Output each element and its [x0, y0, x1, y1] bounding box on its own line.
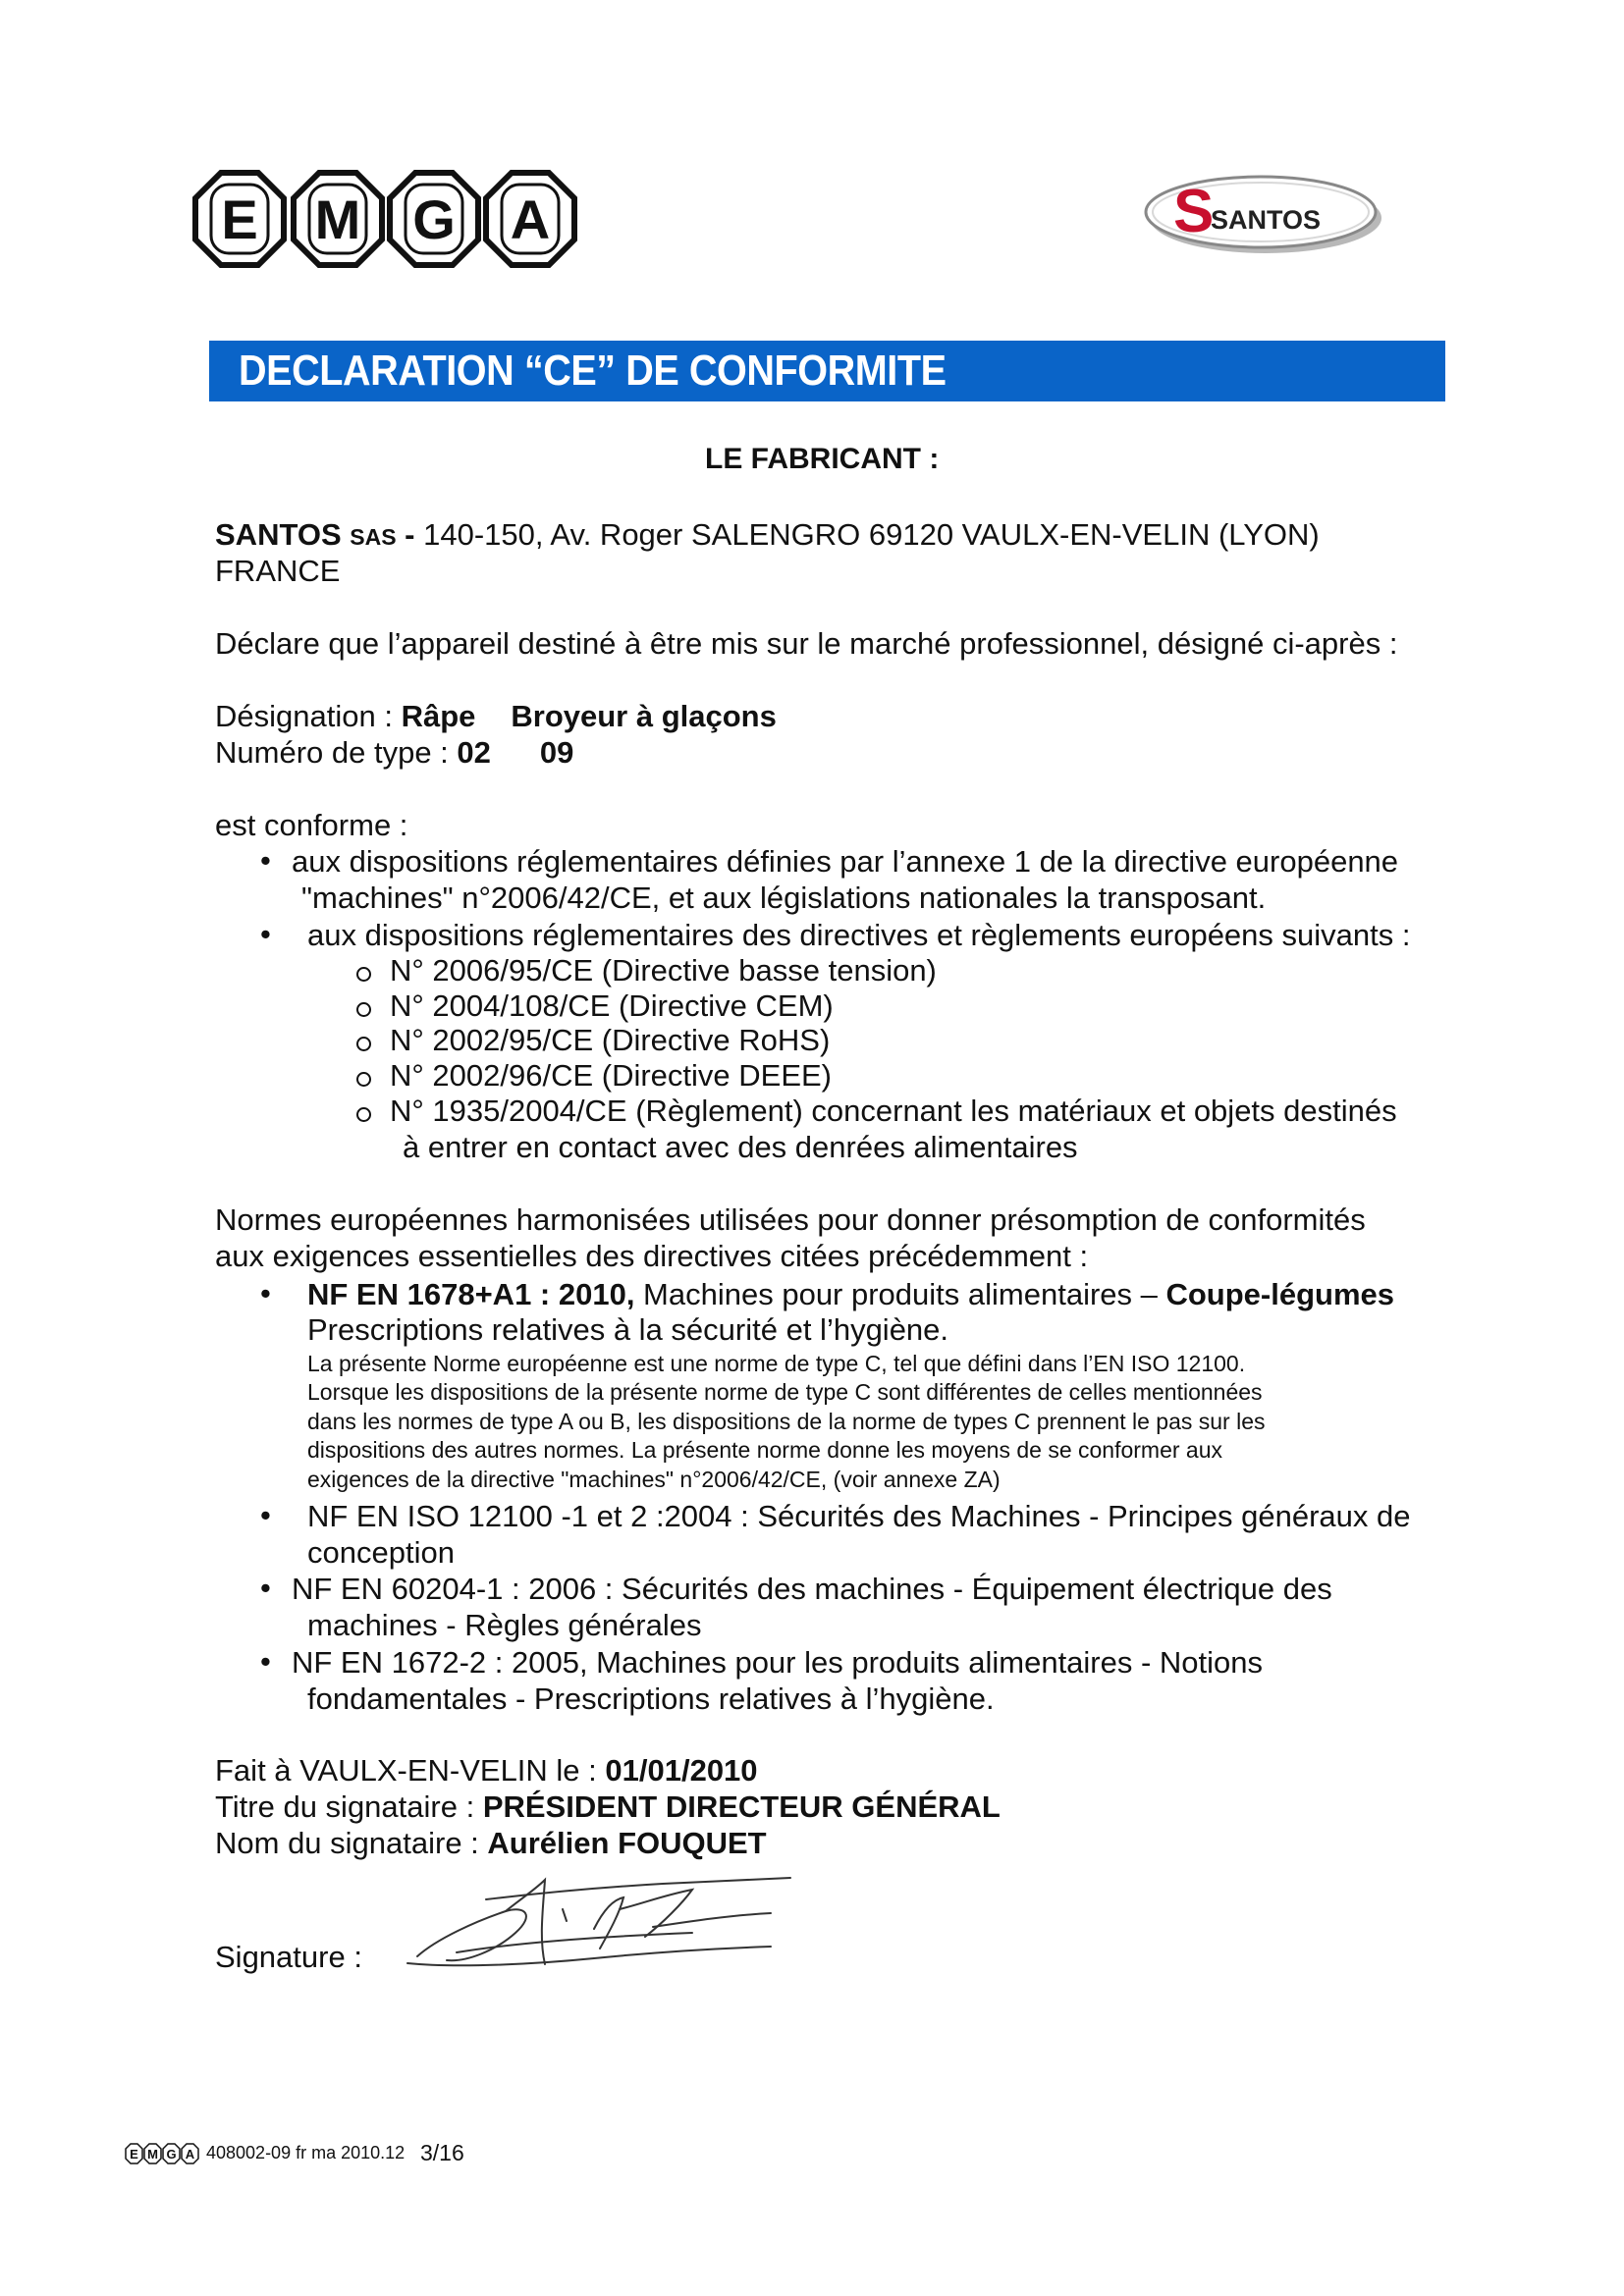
norm-1-code: NF EN 1678+A1 : 2010, — [307, 1277, 635, 1311]
santos-logo-text: SANTOS — [1211, 205, 1322, 235]
bullet-dot: • — [260, 917, 271, 951]
directive-item: N° 2002/95/CE (Directive RoHS) — [390, 1023, 831, 1057]
signatory-title-line — [215, 1789, 1001, 1825]
footer-emga-letter-m: M — [147, 2147, 158, 2162]
emga-letter-a: A — [510, 188, 551, 250]
santos-logo-initial: S — [1173, 178, 1215, 245]
directive-item-5-line-2: à entrer en contact avec des denrées alimentaires — [403, 1130, 1078, 1164]
signing-place-line — [215, 1752, 758, 1789]
circle-bullet — [356, 1037, 371, 1051]
signatory-name-line — [215, 1825, 767, 1861]
designation-value-2: Broyeur à glaçons — [511, 699, 777, 733]
norm-3-line-1: NF EN 60204-1 : 2006 : Sécurités des machines - Équipement électrique des — [292, 1572, 1332, 1606]
signatory-title-value: PRÉSIDENT DIRECTEUR GÉNÉRAL — [482, 1789, 1001, 1824]
circle-bullet — [356, 1002, 371, 1017]
type-number-value-1: 02 — [457, 735, 491, 770]
designation-line — [215, 698, 777, 734]
manufacturer-heading: LE FABRICANT : — [705, 443, 940, 475]
signatory-title-label: Titre du signataire : — [215, 1789, 483, 1824]
circle-bullet — [356, 1072, 371, 1087]
norm-1-detail: dispositions des autres normes. La présente norme donne les moyens de se conformer aux — [307, 1437, 1223, 1463]
emga-letter-e: E — [221, 188, 258, 250]
conforme-intro: est conforme : — [215, 808, 408, 842]
type-number-value-2: 09 — [539, 735, 574, 770]
emga-letter-g: G — [412, 188, 456, 250]
page-title: DECLARATION “CE” DE CONFORMITE — [239, 347, 947, 395]
conformity-item-1-line-1: aux dispositions réglementaires définies par l’annexe 1 de la directive européenne — [292, 844, 1399, 879]
designation-label: Désignation : — [215, 699, 402, 733]
norm-1-detail: La présente Norme européenne est une norme de type C, tel que défini dans l’EN ISO 12100. — [307, 1351, 1246, 1376]
type-number-line — [215, 734, 573, 771]
norm-3-line-2: machines - Règles générales — [307, 1608, 702, 1642]
bullet-dot: • — [260, 1276, 271, 1310]
title-bar — [209, 341, 1445, 401]
signing-place-label: Fait à VAULX-EN-VELIN le : — [215, 1753, 606, 1788]
norm-4-line-2: fondamentales - Prescriptions relatives à l’hygiène. — [307, 1682, 995, 1716]
footer-emga-logo — [125, 2143, 199, 2164]
circle-bullet — [356, 1107, 371, 1122]
norm-1-detail: dans les normes de type A ou B, les dispositions de la norme de types C prennent le pas sur les — [307, 1409, 1266, 1434]
directive-item: N° 2004/108/CE (Directive CEM) — [390, 988, 834, 1023]
bullet-dot: • — [260, 1644, 271, 1679]
manufacturer-legal-form: SAS — [350, 524, 397, 550]
footer-page-number: 3/16 — [420, 2140, 464, 2165]
circle-bullet — [356, 967, 371, 982]
santos-logo — [1142, 163, 1386, 261]
emga-letter-m: M — [314, 188, 361, 250]
manufacturer-line — [215, 516, 1320, 556]
norms-intro-line-1: Normes européennes harmonisées utilisées pour donner présomption de conformités — [215, 1202, 1366, 1237]
directive-item: N° 2002/96/CE (Directive DEEE) — [390, 1058, 832, 1093]
norm-2-line-2: conception — [307, 1535, 455, 1570]
norm-1-text: Machines pour produits alimentaires – — [634, 1277, 1166, 1311]
declare-text: Déclare que l’appareil destiné à être mis sur le marché professionnel, désigné ci-après : — [215, 626, 1398, 661]
directive-item: N° 2006/95/CE (Directive basse tension) — [390, 953, 937, 988]
norm-1-line-1 — [307, 1276, 1394, 1312]
bullet-dot: • — [260, 843, 271, 878]
signing-date: 01/01/2010 — [605, 1753, 758, 1788]
manufacturer-address: 140-150, Av. Roger SALENGRO 69120 VAULX-EN-VELIN (LYON) — [423, 517, 1320, 552]
footer-emga-letter-g: G — [166, 2147, 177, 2162]
footer-emga-letter-a: A — [185, 2147, 195, 2162]
norm-1-bold-end: Coupe-légumes — [1165, 1277, 1395, 1311]
manufacturer-name: SANTOS — [215, 517, 342, 552]
norm-2-line-1: NF EN ISO 12100 -1 et 2 :2004 : Sécurités des Machines - Principes généraux de — [307, 1499, 1411, 1533]
designation-value-1: Râpe — [401, 699, 476, 733]
conformity-item-2: aux dispositions réglementaires des directives et règlements européens suivants : — [307, 918, 1411, 952]
directive-item: N° 1935/2004/CE (Règlement) concernant les matériaux et objets destinés — [390, 1094, 1397, 1128]
signatory-name-value: Aurélien FOUQUET — [487, 1826, 767, 1860]
footer-emga-letter-e: E — [130, 2147, 138, 2162]
signatory-name-label: Nom du signataire : — [215, 1826, 488, 1860]
norm-4-line-1: NF EN 1672-2 : 2005, Machines pour les produits alimentaires - Notions — [292, 1645, 1264, 1680]
emga-logo — [191, 169, 579, 269]
bullet-dot: • — [260, 1498, 271, 1532]
conformity-item-1-line-2: "machines" n°2006/42/CE, et aux législations nationales la transposant. — [301, 881, 1267, 915]
manufacturer-dash: - — [396, 517, 424, 552]
norms-intro-line-2: aux exigences essentielles des directives citées précédemment : — [215, 1239, 1089, 1273]
handwritten-signature — [398, 1870, 800, 1978]
footer-doc-ref: 408002-09 fr ma 2010.12 — [206, 2143, 406, 2163]
bullet-dot: • — [260, 1571, 271, 1605]
signature-label: Signature : — [215, 1940, 362, 1974]
norm-1-detail: exigences de la directive "machines" n°2006/42/CE, (voir annexe ZA) — [307, 1467, 1001, 1492]
type-number-label: Numéro de type : — [215, 735, 458, 770]
norm-1-line-2: Prescriptions relatives à la sécurité et l’hygiène. — [307, 1312, 949, 1347]
norm-1-detail: Lorsque les dispositions de la présente norme de type C sont différentes de celles mentionnées — [307, 1379, 1263, 1405]
manufacturer-country: FRANCE — [215, 554, 341, 588]
